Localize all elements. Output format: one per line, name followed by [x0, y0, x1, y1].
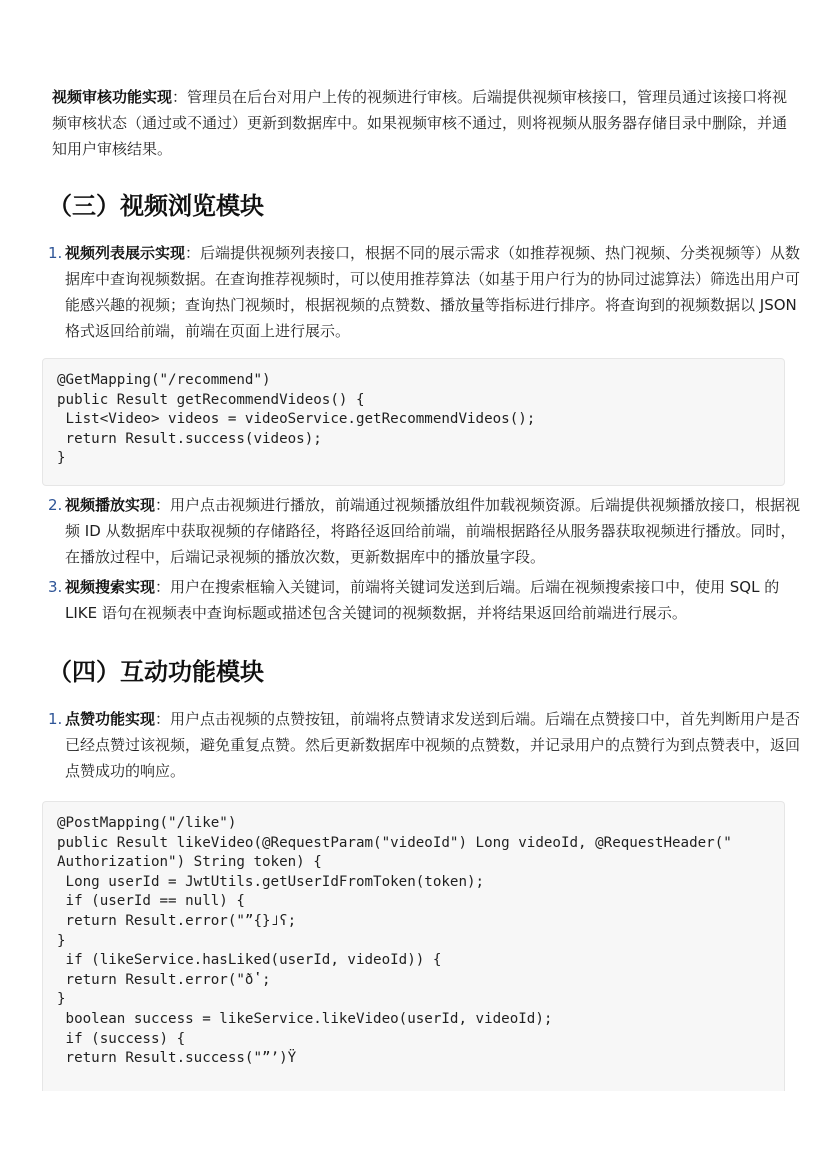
list-item-text: ：用户在搜索框输入关键词，前端将关键词发送到后端。后端在视频搜索接口中，使用 SQL 的 LIKE 语句在视频表中查询标题或描述包含关键词的视频数据，并将结果返回给前端进行展示。: [65, 578, 780, 622]
list-item: [48, 706, 808, 784]
list-number: 3.: [48, 578, 63, 596]
list-item-title: 视频列表展示实现: [65, 244, 186, 262]
list-item-text: ：用户点击视频的点赞按钮，前端将点赞请求发送到后端。后端在点赞接口中，首先判断用户是否已经点赞过该视频，避免重复点赞。然后更新数据库中视频的点赞数，并记录用户的点赞行为到点赞表中，返回点赞成功的响应。: [65, 710, 801, 780]
list-item: [48, 240, 808, 344]
list-item-title: 点赞功能实现: [65, 710, 156, 728]
intro-text: ：管理员在后台对用户上传的视频进行审核。后端提供视频审核接口，管理员通过该接口将视频审核状态（通过或不通过）更新到数据库中。如果视频审核不通过，则将视频从服务器存储目录中删除，并通知用户审核结果。: [52, 88, 788, 158]
list-number: 1.: [48, 244, 63, 262]
list-item: [48, 574, 808, 626]
intro-paragraph: [52, 84, 792, 162]
section-heading-video-browse: （三）视频浏览模块: [48, 192, 264, 220]
list-item: [48, 492, 808, 570]
list-item-title: 视频播放实现: [65, 496, 156, 514]
list-item-text: ：后端提供视频列表接口，根据不同的展示需求（如推荐视频、热门视频、分类视频等）从数据库中查询视频数据。在查询推荐视频时，可以使用推荐算法（如基于用户行为的协同过滤算法）筛选出用户可能感兴趣的视频；查询热门视频时，根据视频的点赞数、播放量等指标进行排序。将查询到的视频数据以 JSON 格式返回给前端，前端在页面上进行展示。: [65, 244, 801, 340]
list-item-title: 视频搜索实现: [65, 578, 156, 596]
list-item-text: ：用户点击视频进行播放，前端通过视频播放组件加载视频资源。后端提供视频播放接口，根据视频 ID 从数据库中获取视频的存储路径，将路径返回给前端，前端根据路径从服务器获取视频进行播放。同时，在播放过程中，后端记录视频的播放次数，更新数据库中的播放量字段。: [65, 496, 801, 566]
code-text: @GetMapping("/recommend") public Result getRecommendVideos() { List<Video> videos = videoService.getRecommendVideos(); return Result.success(videos); }: [57, 372, 536, 467]
code-block-like: [42, 801, 785, 1091]
code-text: @PostMapping("/like") public Result likeVideo(@RequestParam("videoId") Long videoId, @RequestHeader(" Authorization") String token) { Long userId = JwtUtils.getUserIdFromToken(token); if (userId == null) { return Result.error("”{}˩ʕ; } if (likeService.hasLiked(userId, videoId)) { return Result.error("ðʽ; } boolean success = likeService.likeVideo(userId, videoId); if (success) { return Result.success("”ʼ)Ÿ: [57, 815, 732, 1067]
section-heading-interaction: （四）互动功能模块: [48, 658, 264, 686]
list-number: 2.: [48, 496, 63, 514]
list-number: 1.: [48, 710, 63, 728]
intro-title: 视频审核功能实现: [52, 88, 173, 106]
code-block-recommend: [42, 358, 785, 486]
